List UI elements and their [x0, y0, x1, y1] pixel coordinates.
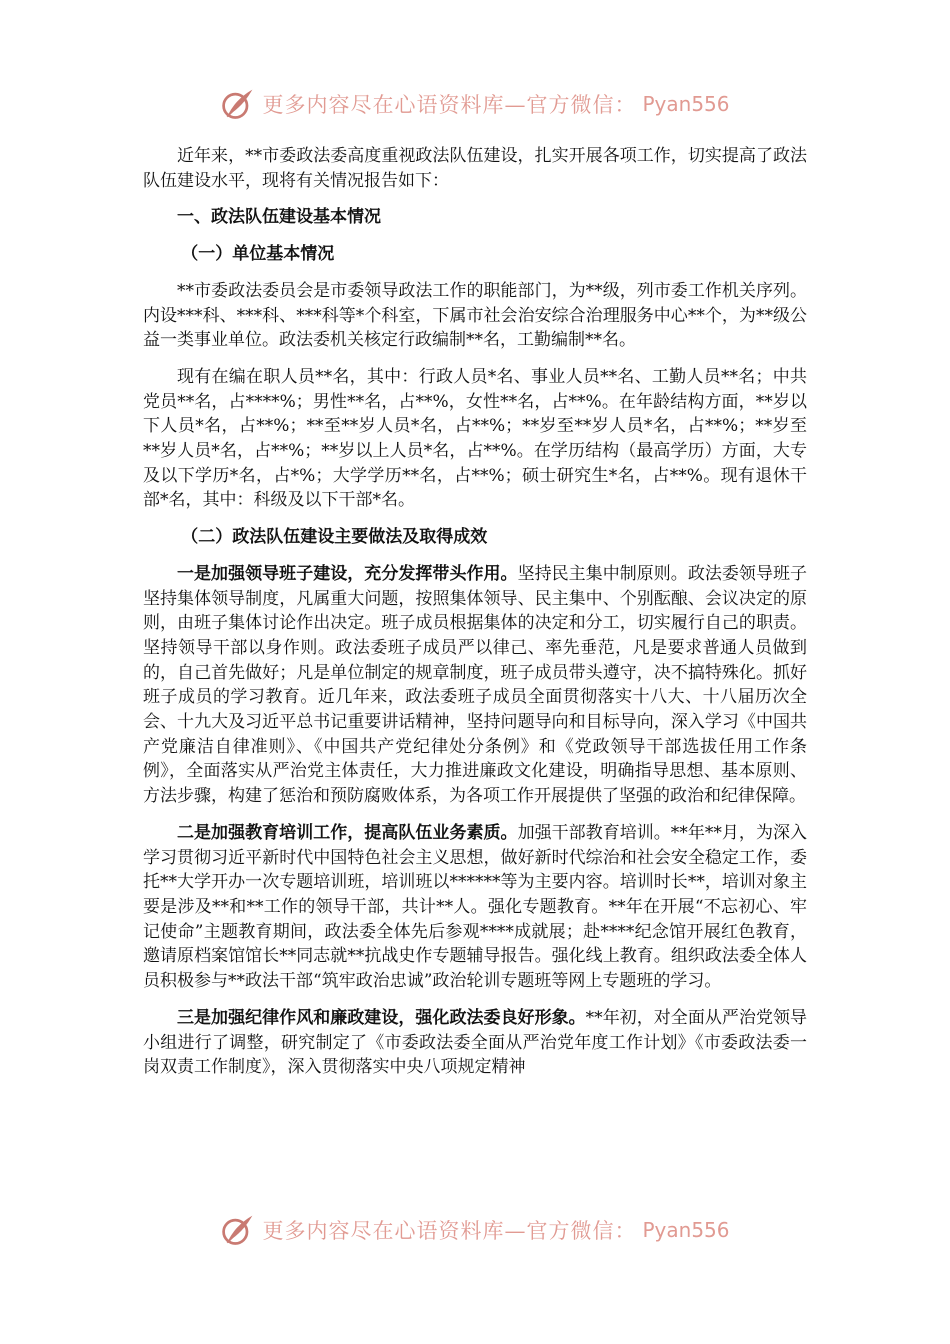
watermark-wechat-id: Pyan556: [642, 1218, 730, 1242]
training-body: 加强干部教育培训。**年**月，为深入学习贯彻习近平新时代中国特色社会主义思想，做好新时代综治和社会安全稳定工作，委托**大学开办一次专题培训班，培训班以******等为主要内容。培训时长**，培训对象主要是涉及**和**工作的领导干部，共计**人。强化专题教育。**年在开展“不忘初心、牢记使命”主题教育期间，政法委全体先后参观****成就展；赴****纪念馆开展红色教育，邀请原档案馆馆长**同志就**抗战史作专题辅导报告。强化线上教育。组织政法委全体人员积极参与**政法干部“筑牢政治忠诚”政治轮训专题班等网上专题班的学习。: [143, 822, 808, 992]
subsection-heading-2: （二）政法队伍建设主要做法及取得成效: [181, 527, 488, 548]
discipline-body: **年初，对全面从严治党领导小组进行了调整，研究制定了《市委政法委全面从严治党年度工作计划》《市委政法委一岗双责工作制度》，深入贯彻落实中央八项规定精神: [143, 1007, 808, 1078]
quill-logo-icon: [220, 86, 256, 122]
watermark-text: 更多内容尽在心语资料库—官方微信：: [262, 93, 637, 117]
quill-logo-icon: [220, 1212, 256, 1248]
unit-info-paragraph: **市委政法委员会是市委领导政法工作的职能部门，为**级，列市委工作机关序列。内设***科、***科、***科等*个科室，下属市社会治安综合治理服务中心**个，为**级公益一类事业单位。政法委机关核定行政编制**名，工勤编制**名。: [143, 280, 807, 351]
leadership-paragraph: [143, 562, 807, 809]
header-watermark: [0, 84, 950, 124]
training-lead: 二是加强教育培训工作，提高队伍业务素质。: [177, 822, 518, 843]
watermark-wechat-id: Pyan556: [642, 92, 730, 116]
footer-watermark: [0, 1210, 950, 1250]
discipline-paragraph: [143, 1006, 807, 1080]
training-paragraph: [143, 821, 807, 994]
staff-structure-paragraph: 现有在编在职人员**名，其中：行政人员*名、事业人员**名、工勤人员**名；中共党员**名，占****%；男性**名，占**%，女性**名，占**%。在年龄结构方面，**岁以下人员*名，占**%；**至**岁人员*名，占**%；**岁至**岁人员*名，占**%；**岁至**岁人员*名，占**%；**岁以上人员*名，占**%。在学历结构（最高学历）方面，大专及以下学历*名，占*%；大学学历**名，占**%；硕士研究生*名，占**%。现有退休干部*名，其中：科级及以下干部*名。: [143, 366, 807, 511]
intro-paragraph: 近年来，**市委政法委高度重视政法队伍建设，扎实开展各项工作，切实提高了政法队伍建设水平，现将有关情况报告如下：: [143, 146, 807, 191]
section-heading-1: 一、政法队伍建设基本情况: [177, 207, 381, 228]
leadership-body: 坚持民主集中制原则。政法委领导班子坚持集体领导制度，凡属重大问题，按照集体领导、民主集中、个别酝酿、会议决定的原则，由班子集体讨论作出决定。班子成员根据集体的决定和分工，切实履行自己的职责。坚持领导干部以身作则。政法委班子成员严以律己、率先垂范，凡是要求普通人员做到的，自己首先做好；凡是单位制定的规章制度，班子成员带头遵守，决不搞特殊化。抓好班子成员的学习教育。近几年来，政法委班子成员全面贯彻落实十八大、十八届历次全会、十九大及习近平总书记重要讲话精神，坚持问题导向和目标导向，深入学习《中国共产党廉洁自律准则》、《中国共产党纪律处分条例》和《党政领导干部选拔任用工作条例》，全面落实从严治党主体责任，大力推进廉政文化建设，明确指导思想、基本原则、方法步骤，构建了惩治和预防腐败体系，为各项工作开展提供了坚强的政治和纪律保障。: [143, 563, 808, 807]
leadership-lead: 一是加强领导班子建设，充分发挥带头作用。: [177, 563, 518, 584]
subsection-heading-1: （一）单位基本情况: [181, 244, 335, 265]
document-body: [143, 144, 807, 1092]
watermark-text: 更多内容尽在心语资料库—官方微信：: [262, 1219, 637, 1243]
discipline-lead: 三是加强纪律作风和廉政建设，强化政法委良好形象。: [177, 1007, 586, 1028]
